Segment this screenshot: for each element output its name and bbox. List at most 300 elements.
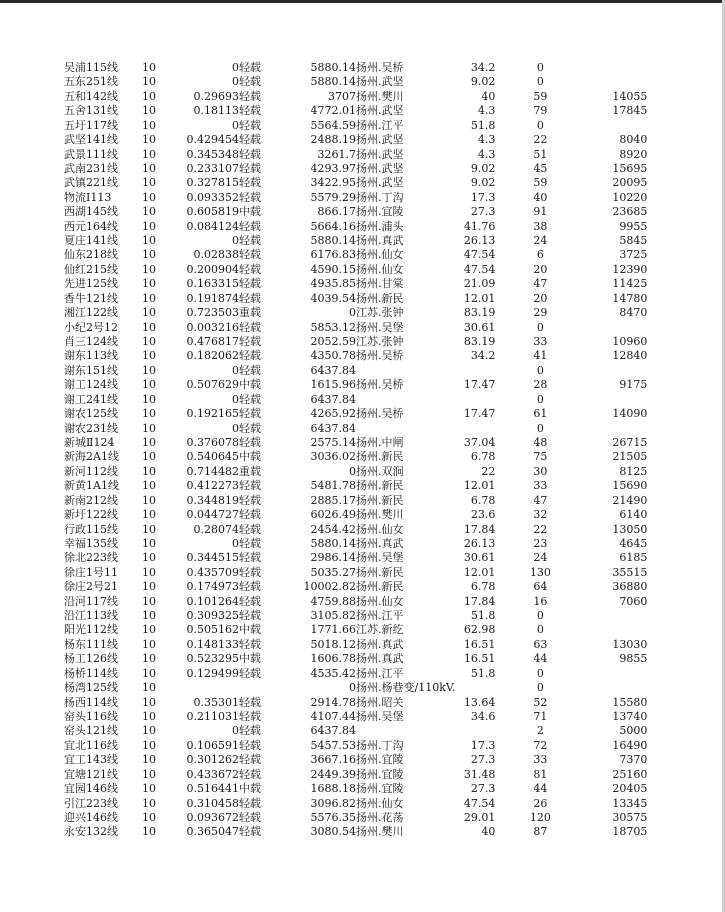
capacity-cell: 5576.35: [310, 810, 356, 824]
line-name-cell: 徐庄2号21: [64, 580, 118, 594]
voltage-cell: 10: [142, 75, 156, 89]
count-cell: 0: [536, 392, 544, 406]
count-cell: 44: [533, 782, 548, 796]
load-ratio-cell: 0.605819: [186, 205, 239, 219]
distance-cell: 22: [481, 464, 496, 478]
distance-cell: 6.78: [470, 450, 496, 464]
value-cell: [585, 681, 647, 695]
table-row: [64, 306, 647, 320]
load-status-cell: 轻载: [239, 291, 261, 305]
count-cell: 32: [533, 508, 548, 522]
capacity-cell: 6437.84: [310, 724, 356, 738]
voltage-cell: 10: [142, 248, 156, 262]
distance-cell: [455, 393, 495, 407]
substation-cell: 扬州.丁沟: [356, 738, 404, 752]
substation-cell: 扬州.宜陵: [356, 767, 404, 781]
count-cell: 120: [529, 810, 551, 824]
voltage-cell: 10: [142, 695, 156, 709]
substation-cell: 扬州.新民: [356, 479, 404, 493]
line-name-cell: 沿河117线: [64, 594, 118, 608]
table-row: [64, 580, 647, 594]
load-status-cell: 轻载: [239, 320, 261, 334]
substation-cell: 扬州.花荡: [356, 810, 404, 824]
line-name-cell: 武镇221线: [64, 176, 118, 190]
load-status-cell: 轻载: [239, 277, 261, 291]
load-status-cell: 中载: [239, 782, 261, 796]
substation-cell: 扬州.武坚: [356, 133, 404, 147]
table-row: [64, 609, 647, 623]
value-cell: 14780: [612, 291, 648, 305]
value-cell: [585, 667, 647, 681]
substation-cell: 扬州.仙女: [356, 796, 404, 810]
load-status-cell: 轻载: [239, 709, 261, 723]
capacity-cell: 6437.84: [310, 421, 356, 435]
table-row: [64, 104, 647, 118]
substation-cell: [356, 364, 455, 378]
capacity-cell: 5035.27: [310, 565, 356, 579]
voltage-cell: 10: [142, 61, 156, 74]
distance-cell: 17.3: [470, 190, 496, 204]
distance-cell: 47.54: [463, 796, 496, 810]
voltage-cell: 10: [142, 623, 156, 637]
substation-cell: 扬州.吴堡: [356, 709, 404, 723]
load-status-cell: 轻载: [239, 738, 261, 752]
table-row: [64, 465, 647, 479]
substation-cell: 扬州.真武: [356, 234, 404, 248]
voltage-cell: 10: [142, 565, 156, 579]
load-ratio-cell: 0: [232, 363, 239, 377]
voltage-cell: 10: [142, 219, 156, 233]
table-row: [64, 133, 647, 147]
voltage-cell: 10: [142, 234, 156, 248]
value-cell: 4645: [619, 536, 648, 550]
value-cell: 30575: [612, 810, 648, 824]
value-cell: 13345: [612, 796, 648, 810]
distance-cell: 26.13: [463, 234, 496, 248]
value-cell: [585, 321, 647, 335]
table-row: [64, 335, 647, 349]
substation-cell: 扬州.武坚: [356, 176, 404, 190]
voltage-cell: 10: [142, 147, 156, 161]
load-status-cell: 轻载: [239, 796, 261, 810]
load-ratio-cell: 0.211031: [186, 709, 239, 723]
value-cell: [585, 609, 647, 623]
distance-cell: 83.19: [463, 306, 496, 320]
table-row: [64, 479, 647, 493]
line-name-cell: 吴浦115线: [64, 61, 118, 74]
distance-cell: 27.3: [470, 205, 496, 219]
voltage-cell: 10: [142, 580, 156, 594]
value-cell: 15690: [612, 479, 648, 493]
capacity-cell: 2885.17: [310, 493, 356, 507]
substation-cell: 扬州.仙女: [356, 248, 404, 262]
load-ratio-cell: 0.505162: [186, 623, 239, 637]
voltage-cell: 10: [142, 709, 156, 723]
count-cell: 51: [533, 147, 548, 161]
capacity-cell: 6176.83: [310, 248, 356, 262]
voltage-cell: 10: [142, 493, 156, 507]
line-name-cell: 肖三124线: [64, 335, 118, 349]
table-row: [64, 422, 647, 436]
load-ratio-cell: 0: [232, 118, 239, 132]
distance-cell: 51.8: [470, 609, 496, 623]
voltage-cell: 10: [142, 637, 156, 651]
line-name-cell: 新黄1A1线: [64, 479, 119, 493]
table-row: [64, 797, 647, 811]
substation-cell: 扬州.樊川: [356, 508, 404, 522]
load-status-cell: 轻载: [239, 61, 261, 74]
voltage-cell: 10: [142, 464, 156, 478]
window-top-border: [0, 0, 725, 3]
line-name-cell: 宜塘121线: [64, 767, 118, 781]
load-status-cell: 轻载: [239, 810, 261, 824]
value-cell: [585, 61, 647, 75]
value-cell: 6185: [619, 551, 648, 565]
line-name-cell: 谢工124线: [64, 378, 118, 392]
substation-cell: 扬州.宜陵: [356, 753, 404, 767]
value-cell: 13030: [612, 637, 648, 651]
distance-cell: 17.47: [463, 407, 496, 421]
load-status-cell: 轻载: [239, 825, 261, 839]
count-cell: 38: [533, 219, 548, 233]
value-cell: 8040: [619, 133, 648, 147]
table-row: [64, 61, 647, 75]
count-cell: 0: [536, 421, 544, 435]
substation-cell: 扬州.江平: [356, 666, 404, 680]
line-name-cell: 夏庄141线: [64, 234, 118, 248]
value-cell: 5000: [619, 724, 648, 738]
value-cell: 35515: [612, 565, 648, 579]
load-ratio-cell: 0: [232, 536, 239, 550]
table-row: [64, 710, 647, 724]
count-cell: 30: [533, 464, 548, 478]
voltage-cell: 10: [142, 551, 156, 565]
substation-cell: 扬州.昭关: [356, 695, 404, 709]
voltage-cell: 10: [142, 738, 156, 752]
load-status-cell: 轻载: [239, 637, 261, 651]
count-cell: 63: [533, 637, 548, 651]
table-row: [64, 825, 647, 839]
distance-cell: 17.84: [463, 522, 496, 536]
capacity-cell: 5564.59: [310, 118, 356, 132]
value-cell: 14055: [612, 89, 648, 103]
load-ratio-cell: 0.18113: [193, 104, 239, 118]
count-cell: 0: [536, 666, 544, 680]
table-row: [64, 681, 647, 695]
distance-cell: 4.3: [477, 147, 496, 161]
distance-cell: 9.02: [470, 176, 496, 190]
voltage-cell: 10: [142, 335, 156, 349]
load-ratio-cell: 0.28074: [193, 522, 239, 536]
value-cell: 15695: [612, 161, 648, 175]
load-status-cell: 轻载: [239, 508, 261, 522]
load-status-cell: 中载: [239, 450, 261, 464]
voltage-cell: 10: [142, 277, 156, 291]
load-ratio-cell: 0: [232, 392, 239, 406]
value-cell: 17845: [612, 104, 648, 118]
load-ratio-cell: 0.723503: [186, 306, 239, 320]
capacity-cell: 4039.54: [310, 291, 356, 305]
count-cell: 0: [536, 320, 544, 334]
distance-cell: 47.54: [463, 248, 496, 262]
table-row: [64, 407, 647, 421]
line-name-cell: 谢农231线: [64, 421, 118, 435]
table-row: [64, 148, 647, 162]
load-status-cell: 轻载: [239, 435, 261, 449]
table-row: [64, 349, 647, 363]
capacity-cell: 5880.14: [310, 234, 356, 248]
substation-cell: 扬州.吴堡: [356, 551, 404, 565]
capacity-cell: 3707: [328, 89, 356, 103]
load-ratio-cell: 0.327815: [186, 176, 239, 190]
distance-cell: 31.48: [463, 767, 496, 781]
load-status-cell: 轻载: [239, 104, 261, 118]
value-cell: [585, 364, 647, 378]
load-ratio-cell: 0.344515: [186, 551, 239, 565]
line-name-cell: 窑头121线: [64, 724, 118, 738]
load-ratio-cell: 0.540645: [186, 450, 239, 464]
capacity-cell: 2052.59: [310, 335, 356, 349]
voltage-cell: 10: [142, 291, 156, 305]
capacity-cell: 4293.97: [310, 161, 356, 175]
distance-cell: 13.64: [463, 695, 496, 709]
load-ratio-cell: 0.309325: [186, 609, 239, 623]
count-cell: 59: [533, 176, 548, 190]
line-name-cell: 仙东218线: [64, 248, 118, 262]
capacity-cell: 5018.12: [310, 637, 356, 651]
load-ratio-cell: 0: [232, 75, 239, 89]
distance-cell: 30.61: [463, 551, 496, 565]
load-ratio-cell: [174, 681, 239, 695]
load-ratio-cell: 0.301262: [186, 753, 239, 767]
table-row: [64, 248, 647, 262]
load-status-cell: 轻载: [239, 580, 261, 594]
table-row: [64, 782, 647, 796]
value-cell: 8125: [619, 464, 648, 478]
voltage-cell: 10: [142, 118, 156, 132]
substation-cell: 扬州.新民: [356, 580, 404, 594]
voltage-cell: 10: [142, 392, 156, 406]
load-ratio-cell: 0.174973: [186, 580, 239, 594]
load-status-cell: 轻载: [239, 349, 261, 363]
substation-cell: 扬州.宜陵: [356, 205, 404, 219]
line-name-cell: 西湖145线: [64, 205, 118, 219]
line-name-cell: 新南212线: [64, 493, 118, 507]
load-status-cell: 轻载: [239, 594, 261, 608]
voltage-cell: 10: [142, 479, 156, 493]
distance-cell: 40: [481, 825, 496, 839]
capacity-cell: 4350.78: [310, 349, 356, 363]
load-ratio-cell: 0.003216: [186, 320, 239, 334]
load-ratio-cell: 0.29693: [193, 89, 239, 103]
distance-cell: 41.76: [463, 219, 496, 233]
load-ratio-cell: 0: [232, 61, 239, 74]
table-body: [64, 61, 647, 840]
line-name-cell: 杨工126线: [64, 652, 118, 666]
count-cell: 20: [533, 262, 548, 276]
value-cell: 21505: [612, 450, 648, 464]
distance-cell: 51.8: [470, 118, 496, 132]
line-name-cell: 杨西114线: [64, 695, 118, 709]
load-status-cell: 中载: [239, 205, 261, 219]
voltage-cell: 10: [142, 508, 156, 522]
substation-cell: 扬州.新民: [356, 565, 404, 579]
load-ratio-cell: 0.35301: [193, 695, 239, 709]
value-cell: 16490: [612, 738, 648, 752]
capacity-cell: 0: [349, 681, 356, 695]
load-status-cell: 轻载: [239, 392, 261, 406]
load-ratio-cell: 0.191874: [186, 291, 239, 305]
load-status-cell: 中载: [239, 652, 261, 666]
voltage-cell: 10: [142, 190, 156, 204]
count-cell: 33: [533, 479, 548, 493]
capacity-cell: 1615.96: [310, 378, 356, 392]
table-row: [64, 523, 647, 537]
voltage-cell: 10: [142, 205, 156, 219]
line-name-cell: 香牛121线: [64, 291, 118, 305]
line-name-cell: 杨东111线: [64, 637, 118, 651]
distance-cell: 40: [481, 89, 496, 103]
load-status-cell: 轻载: [239, 536, 261, 550]
count-cell: 0: [536, 681, 544, 695]
capacity-cell: 3105.82: [310, 609, 356, 623]
value-cell: 7370: [619, 753, 648, 767]
line-name-cell: 谢东113线: [64, 349, 118, 363]
voltage-cell: 10: [142, 782, 156, 796]
load-status-cell: 重载: [239, 306, 261, 320]
table-row: [64, 220, 647, 234]
load-ratio-cell: 0.433672: [186, 767, 239, 781]
load-status-cell: 轻载: [239, 133, 261, 147]
count-cell: 16: [533, 594, 548, 608]
voltage-cell: 10: [142, 378, 156, 392]
load-status-cell: 轻载: [239, 363, 261, 377]
distance-cell: 6.78: [470, 580, 496, 594]
table-row: [64, 292, 647, 306]
value-cell: 13740: [612, 709, 648, 723]
table-row: [64, 623, 647, 637]
capacity-cell: 3036.02: [310, 450, 356, 464]
substation-cell: 扬州.江平: [356, 118, 404, 132]
load-status-cell: 轻载: [239, 176, 261, 190]
line-name-cell: 仙红215线: [64, 262, 118, 276]
table-row: [64, 205, 647, 219]
count-cell: 81: [533, 767, 548, 781]
distance-cell: 26.13: [463, 536, 496, 550]
load-ratio-cell: 0.129499: [186, 666, 239, 680]
load-status-cell: 轻载: [239, 219, 261, 233]
substation-cell: 江苏.新纥: [356, 623, 404, 637]
count-cell: 24: [533, 234, 548, 248]
count-cell: 48: [533, 435, 548, 449]
line-name-cell: 新河112线: [64, 464, 118, 478]
load-ratio-cell: 0.044727: [186, 508, 239, 522]
distance-cell: 21.09: [463, 277, 496, 291]
load-status-cell: 轻载: [239, 248, 261, 262]
capacity-cell: 3096.82: [310, 796, 356, 810]
count-cell: 61: [533, 407, 548, 421]
table-row: [64, 551, 647, 565]
table-row: [64, 508, 647, 522]
substation-cell: 扬州.丁沟: [356, 190, 404, 204]
count-cell: 0: [536, 61, 544, 74]
substation-cell: 扬州.吴堡: [356, 320, 404, 334]
load-ratio-cell: 0.714482: [186, 464, 239, 478]
load-ratio-cell: 0.093672: [186, 810, 239, 824]
voltage-cell: 10: [142, 522, 156, 536]
value-cell: 7060: [619, 594, 648, 608]
line-name-cell: 行政115线: [64, 522, 118, 536]
line-name-cell: 物流Ⅰ113: [64, 190, 112, 204]
load-status-cell: 轻载: [239, 724, 261, 738]
capacity-cell: 3080.54: [310, 825, 356, 839]
capacity-cell: 2449.39: [310, 767, 356, 781]
value-cell: 13050: [612, 522, 648, 536]
load-ratio-cell: 0.516441: [186, 782, 239, 796]
line-name-cell: 湘江122线: [64, 306, 118, 320]
table-row: [64, 652, 647, 666]
distance-cell: 12.01: [463, 565, 496, 579]
substation-cell: [356, 393, 455, 407]
capacity-cell: 0: [349, 464, 356, 478]
load-status-cell: 轻载: [239, 695, 261, 709]
count-cell: 2: [536, 724, 544, 738]
substation-cell: 扬州.武坚: [356, 161, 404, 175]
substation-cell: 扬州.吴桥: [356, 407, 404, 421]
substation-cell: 扬州.中闸: [356, 435, 404, 449]
value-cell: [585, 75, 647, 89]
load-ratio-cell: 0.182062: [186, 349, 239, 363]
value-cell: 20095: [612, 176, 648, 190]
line-name-cell: 宜园146线: [64, 782, 118, 796]
capacity-cell: 5457.53: [310, 738, 356, 752]
table-row: [64, 191, 647, 205]
load-status-cell: 轻载: [239, 161, 261, 175]
capacity-cell: 2986.14: [310, 551, 356, 565]
value-cell: 5845: [619, 234, 648, 248]
distance-cell: 51.8: [470, 666, 496, 680]
load-status-cell: 轻载: [239, 753, 261, 767]
substation-cell: 江苏.张钟: [356, 306, 404, 320]
distance-cell: 34.2: [470, 349, 496, 363]
load-status-cell: 轻载: [239, 234, 261, 248]
count-cell: 91: [533, 205, 548, 219]
load-ratio-cell: 0.345348: [186, 147, 239, 161]
voltage-cell: 10: [142, 609, 156, 623]
load-status-cell: 轻载: [239, 493, 261, 507]
capacity-cell: 5853.12: [310, 320, 356, 334]
line-name-cell: 小纪2号12: [64, 320, 118, 334]
load-status-cell: 轻载: [239, 335, 261, 349]
distance-cell: [455, 724, 495, 738]
load-ratio-cell: 0.507629: [186, 378, 239, 392]
distance-cell: 4.3: [477, 104, 496, 118]
count-cell: 47: [533, 277, 548, 291]
voltage-cell: 10: [142, 407, 156, 421]
line-name-cell: 先进125线: [64, 277, 118, 291]
value-cell: [585, 119, 647, 133]
substation-cell: 扬州.真武: [356, 652, 404, 666]
value-cell: 10960: [612, 335, 648, 349]
substation-cell: 扬州.武坚: [356, 147, 404, 161]
value-cell: 9855: [619, 652, 648, 666]
table-row: [64, 90, 647, 104]
table-row: [64, 638, 647, 652]
count-cell: 87: [533, 825, 548, 839]
count-cell: 33: [533, 753, 548, 767]
voltage-cell: 10: [142, 89, 156, 103]
line-name-cell: 徐庄1号11: [64, 565, 118, 579]
